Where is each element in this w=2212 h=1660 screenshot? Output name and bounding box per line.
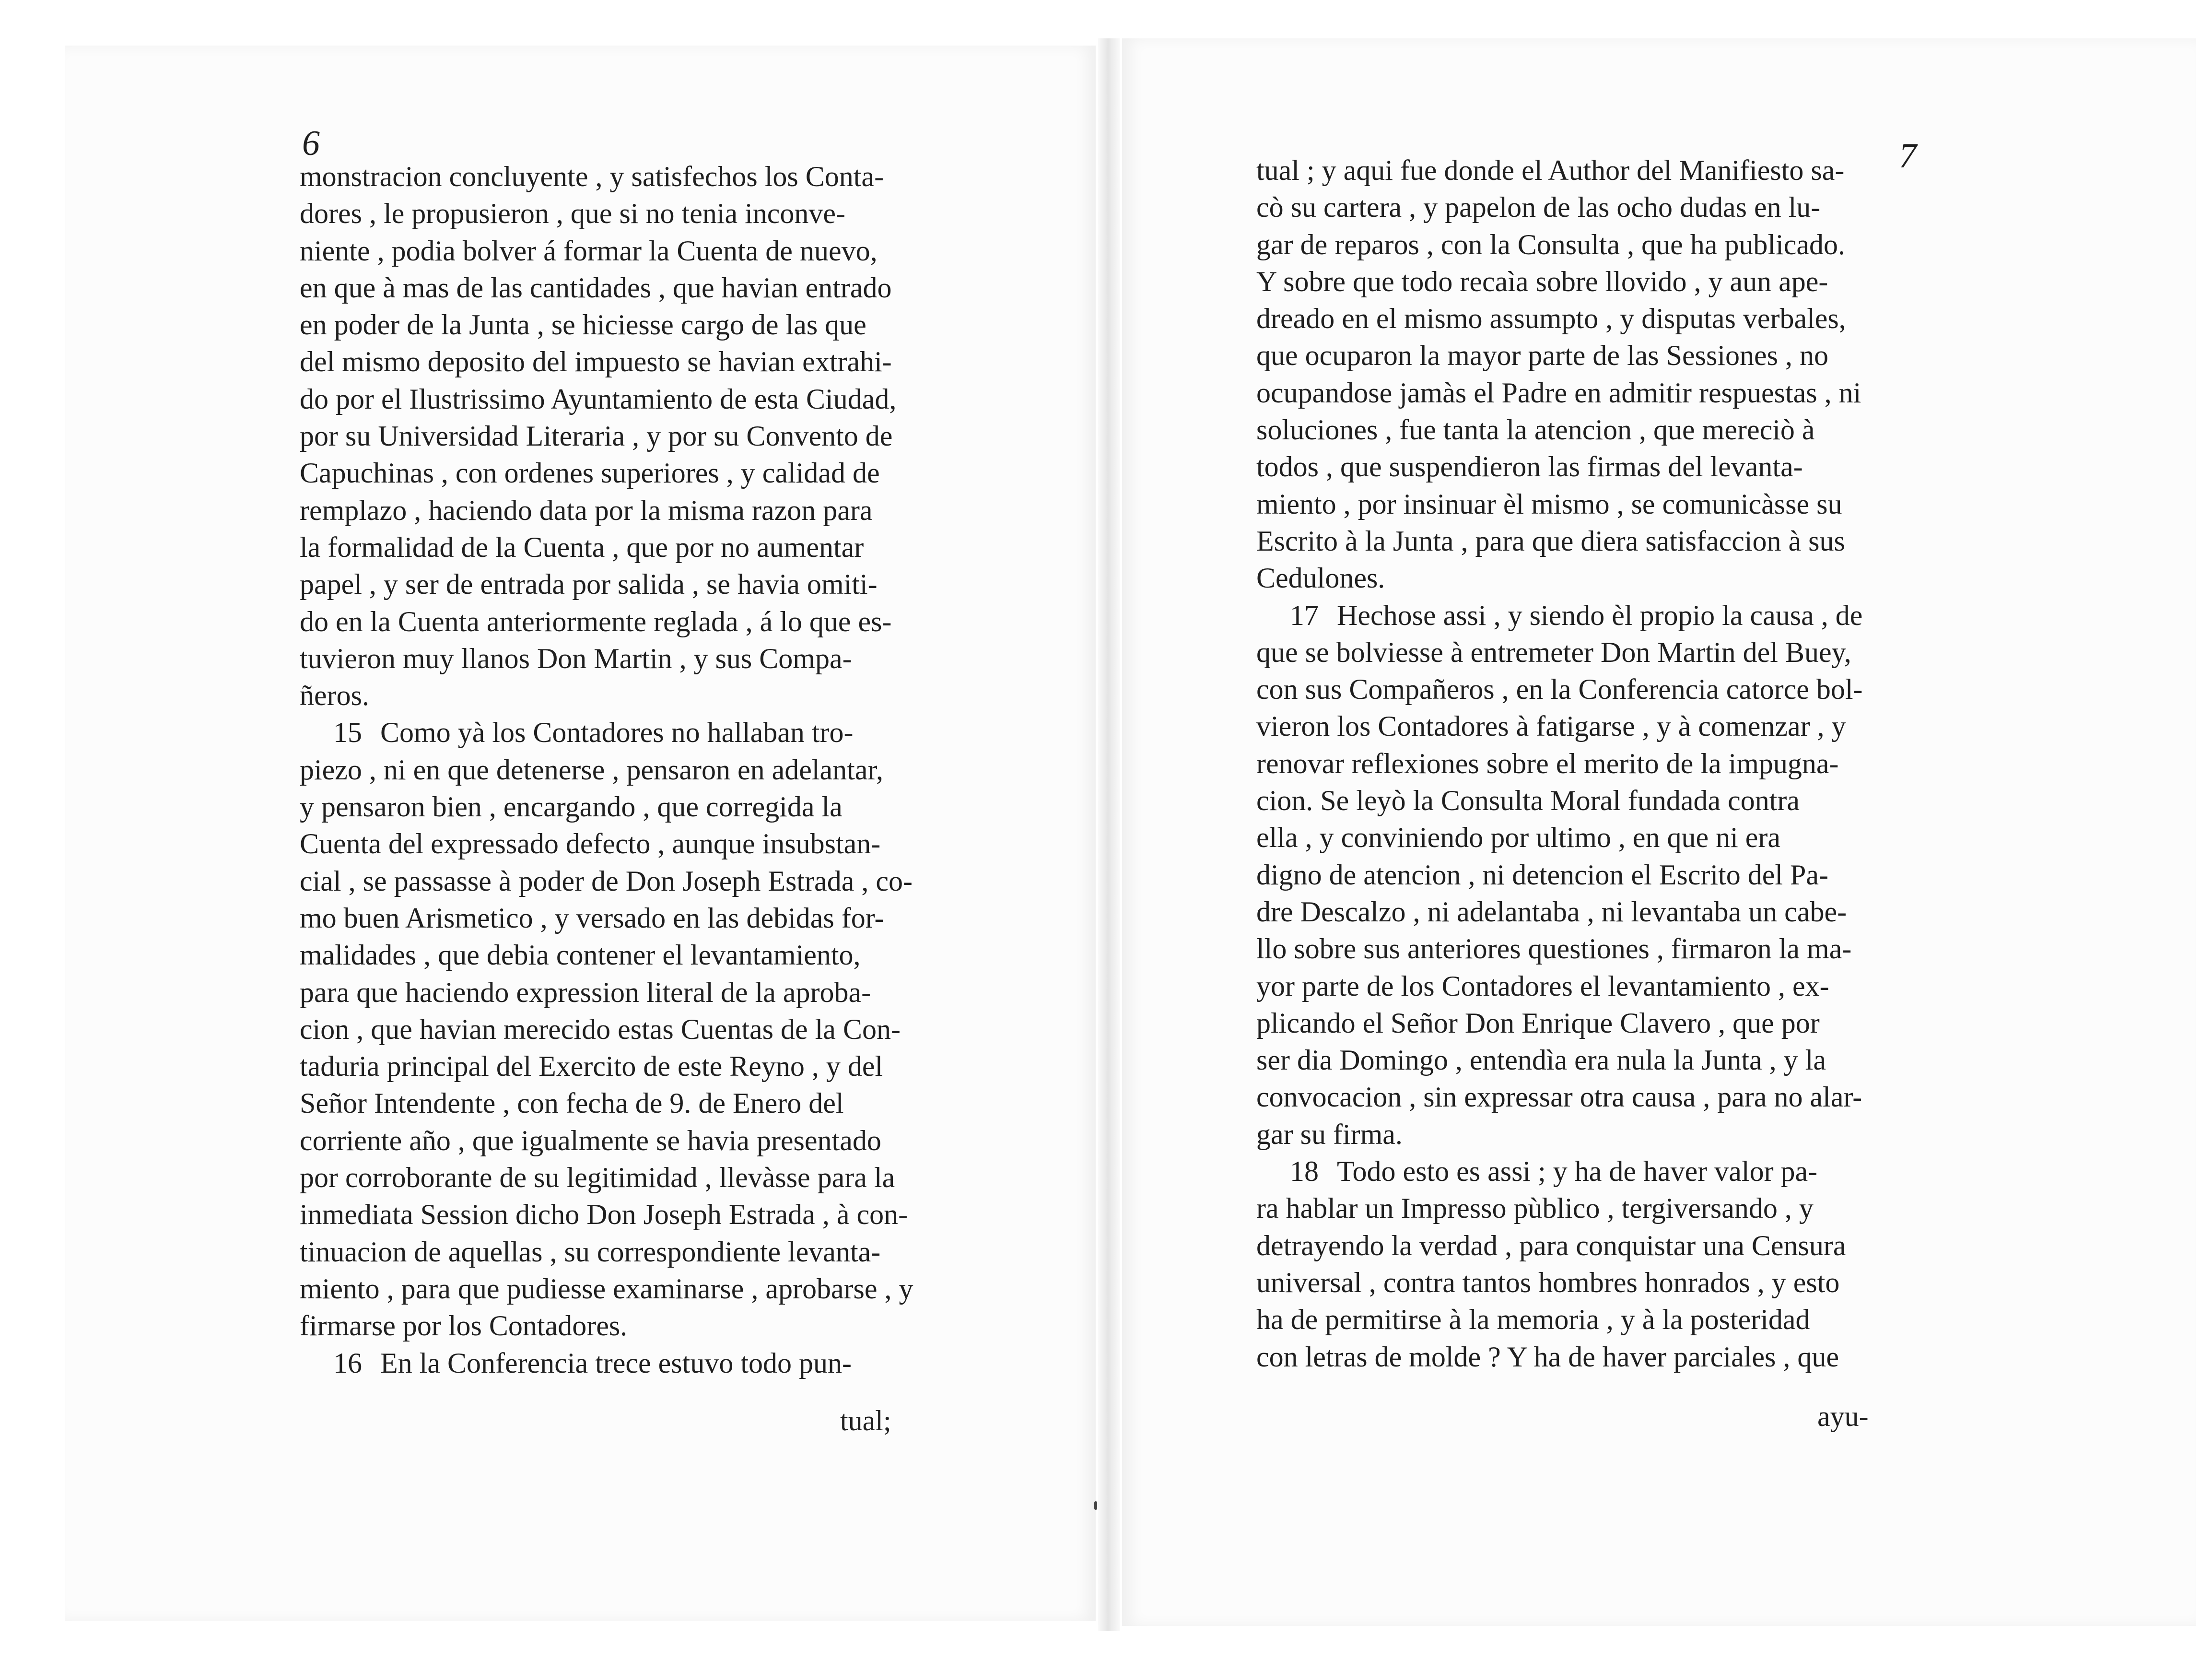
paragraph-number: 15: [333, 717, 362, 749]
text-line: gar su firma.: [1256, 1118, 1403, 1150]
text-line: ocupandose jamàs el Padre en admitir respuestas , ni: [1256, 377, 1861, 409]
text-line: papel , y ser de entrada por salida , se havia omiti-: [300, 568, 878, 600]
text-line: cò su cartera , y papelon de las ocho dudas en lu-: [1256, 191, 1821, 224]
text-line: cial , se passasse à poder de Don Joseph Estrada , co-: [300, 865, 913, 897]
text-line: taduria principal del Exercito de este Reyno , y del: [300, 1050, 883, 1083]
text-line: en que à mas de las cantidades , que havian entrado: [300, 271, 892, 304]
right-catchword: ayu-: [1817, 1401, 1869, 1432]
text-line: para que haciendo expression literal de la aproba-: [300, 976, 871, 1008]
paragraph-18-first-line: [1256, 1153, 1901, 1190]
text-line: plicando el Señor Don Enrique Clavero , que por: [1256, 1007, 1820, 1039]
text-line: piezo , ni en que detenerse , pensaron en adelantar,: [300, 753, 884, 786]
text-line: Señor Intendente , con fecha de 9. de Enero del: [300, 1087, 844, 1119]
text-line: ella , y conviniendo por ultimo , en que ni era: [1256, 822, 1781, 854]
text-line: convocacion , sin expressar otra causa , para no alar-: [1256, 1081, 1862, 1113]
paragraph-15-first-line: [300, 714, 945, 751]
text-line: dores , le propusieron , que si no tenia inconve-: [300, 198, 846, 230]
text-line: por su Universidad Literaria , y por su Convento de: [300, 420, 893, 452]
paragraph-number: 16: [333, 1347, 362, 1379]
text-line: cion , que havian merecido estas Cuentas de la Con-: [300, 1013, 901, 1045]
text-line: ñeros.: [300, 680, 369, 712]
text-line: Cedulones.: [1256, 562, 1385, 594]
paragraph-16-first-line: [300, 1345, 945, 1382]
text-line: tuvieron muy llanos Don Martin , y sus Compa-: [300, 642, 852, 674]
paragraph-text: Hechose assi , y siendo èl propio la causa , de: [1337, 599, 1863, 631]
text-line: dre Descalzo , ni adelantaba , ni levantaba un cabe-: [1256, 895, 1847, 928]
text-line: la formalidad de la Cuenta , que por no aumentar: [300, 531, 864, 563]
right-text-block: [1256, 152, 1901, 1376]
text-line: Cuenta del expressado defecto , aunque insubstan-: [300, 828, 881, 860]
text-line: renovar reflexiones sobre el merito de la impugna-: [1256, 747, 1839, 779]
paragraph-number: 18: [1290, 1155, 1319, 1188]
text-line: y pensaron bien , encargando , que corregida la: [300, 791, 843, 823]
text-line: por corroborante de su legitimidad , llevàsse para la: [300, 1162, 895, 1194]
text-line: con letras de molde ? Y ha de haver parciales , que: [1256, 1341, 1839, 1373]
text-line: con sus Compañeros , en la Conferencia catorce bol-: [1256, 673, 1863, 706]
text-line: miento , para que pudiesse examinarse , aprobarse , y: [300, 1272, 913, 1305]
text-line: en poder de la Junta , se hiciesse cargo de las que: [300, 309, 866, 341]
text-line: dreado en el mismo assumpto , y disputas verbales,: [1256, 303, 1846, 335]
text-line: digno de atencion , ni detencion el Escrito del Pa-: [1256, 859, 1828, 891]
text-line: cion. Se leyò la Consulta Moral fundada contra: [1256, 785, 1800, 817]
text-line: remplazo , haciendo data por la misma razon para: [300, 494, 873, 526]
text-line: detrayendo la verdad , para conquistar una Censura: [1256, 1229, 1846, 1261]
left-text-block: [300, 158, 945, 1382]
text-line: monstracion concluyente , y satisfechos los Conta-: [300, 161, 884, 192]
text-line: llo sobre sus anteriores questiones , firmaron la ma-: [1256, 933, 1852, 965]
text-line: Capuchinas , con ordenes superiores , y calidad de: [300, 457, 880, 489]
text-line: miento , por insinuar èl mismo , se comunicàsse su: [1256, 488, 1842, 520]
text-line: vieron los Contadores à fatigarse , y à comenzar , y: [1256, 710, 1846, 742]
text-line: Escrito à la Junta , para que diera satisfaccion à sus: [1256, 525, 1845, 557]
text-line: ra hablar un Impresso pùblico , tergiversando , y: [1256, 1192, 1814, 1224]
paragraph-text: Todo esto es assi ; y ha de haver valor pa-: [1337, 1155, 1818, 1188]
text-line: tinuacion de aquellas , su correspondiente levanta-: [300, 1236, 881, 1268]
text-line: do en la Cuenta anteriormente reglada , á lo que es-: [300, 605, 892, 637]
text-line: que se bolviesse à entremeter Don Martin del Buey,: [1256, 636, 1851, 668]
text-line: inmediata Session dicho Don Joseph Estrada , à con-: [300, 1199, 908, 1231]
paragraph-text: En la Conferencia trece estuvo todo pun-: [380, 1347, 852, 1379]
text-line: corriente año , que igualmente se havia presentado: [300, 1124, 881, 1156]
left-catchword: tual;: [840, 1405, 891, 1436]
book-gutter: [1098, 38, 1120, 1631]
text-line: soluciones , fue tanta la atencion , que mereciò à: [1256, 414, 1815, 446]
text-line: do por el Ilustrissimo Ayuntamiento de esta Ciudad,: [300, 383, 897, 415]
gutter-ink-mark: [1094, 1501, 1097, 1510]
paragraph-text: Como yà los Contadores no hallaban tro-: [380, 717, 854, 749]
text-line: mo buen Arismetico , y versado en las debidas for-: [300, 902, 884, 934]
left-page-number: 6: [302, 124, 320, 163]
paragraph-number: 17: [1290, 599, 1319, 631]
text-line: gar de reparos , con la Consulta , que ha publicado.: [1256, 228, 1845, 260]
text-line: Y sobre que todo recaìa sobre llovido , y aun ape-: [1256, 265, 1828, 297]
text-line: universal , contra tantos hombres honrados , y esto: [1256, 1266, 1840, 1298]
text-line: tual ; y aqui fue donde el Author del Manifiesto sa-: [1256, 154, 1845, 186]
text-line: niente , podia bolver á formar la Cuenta de nuevo,: [300, 235, 878, 267]
text-line: que ocuparon la mayor parte de las Sessiones , no: [1256, 340, 1828, 372]
text-line: ha de permitirse à la memoria , y à la posteridad: [1256, 1304, 1810, 1336]
text-line: yor parte de los Contadores el levantamiento , ex-: [1256, 970, 1829, 1002]
right-page-number: 7: [1899, 136, 1917, 176]
paragraph-17-first-line: [1256, 597, 1901, 634]
text-line: del mismo deposito del impuesto se havian extrahi-: [300, 346, 892, 378]
text-line: todos , que suspendieron las firmas del levanta-: [1256, 451, 1803, 483]
text-line: malidades , que debia contener el levantamiento,: [300, 939, 861, 971]
text-line: firmarse por los Contadores.: [300, 1310, 628, 1342]
text-line: ser dia Domingo , entendìa era nula la Junta , y la: [1256, 1044, 1826, 1076]
